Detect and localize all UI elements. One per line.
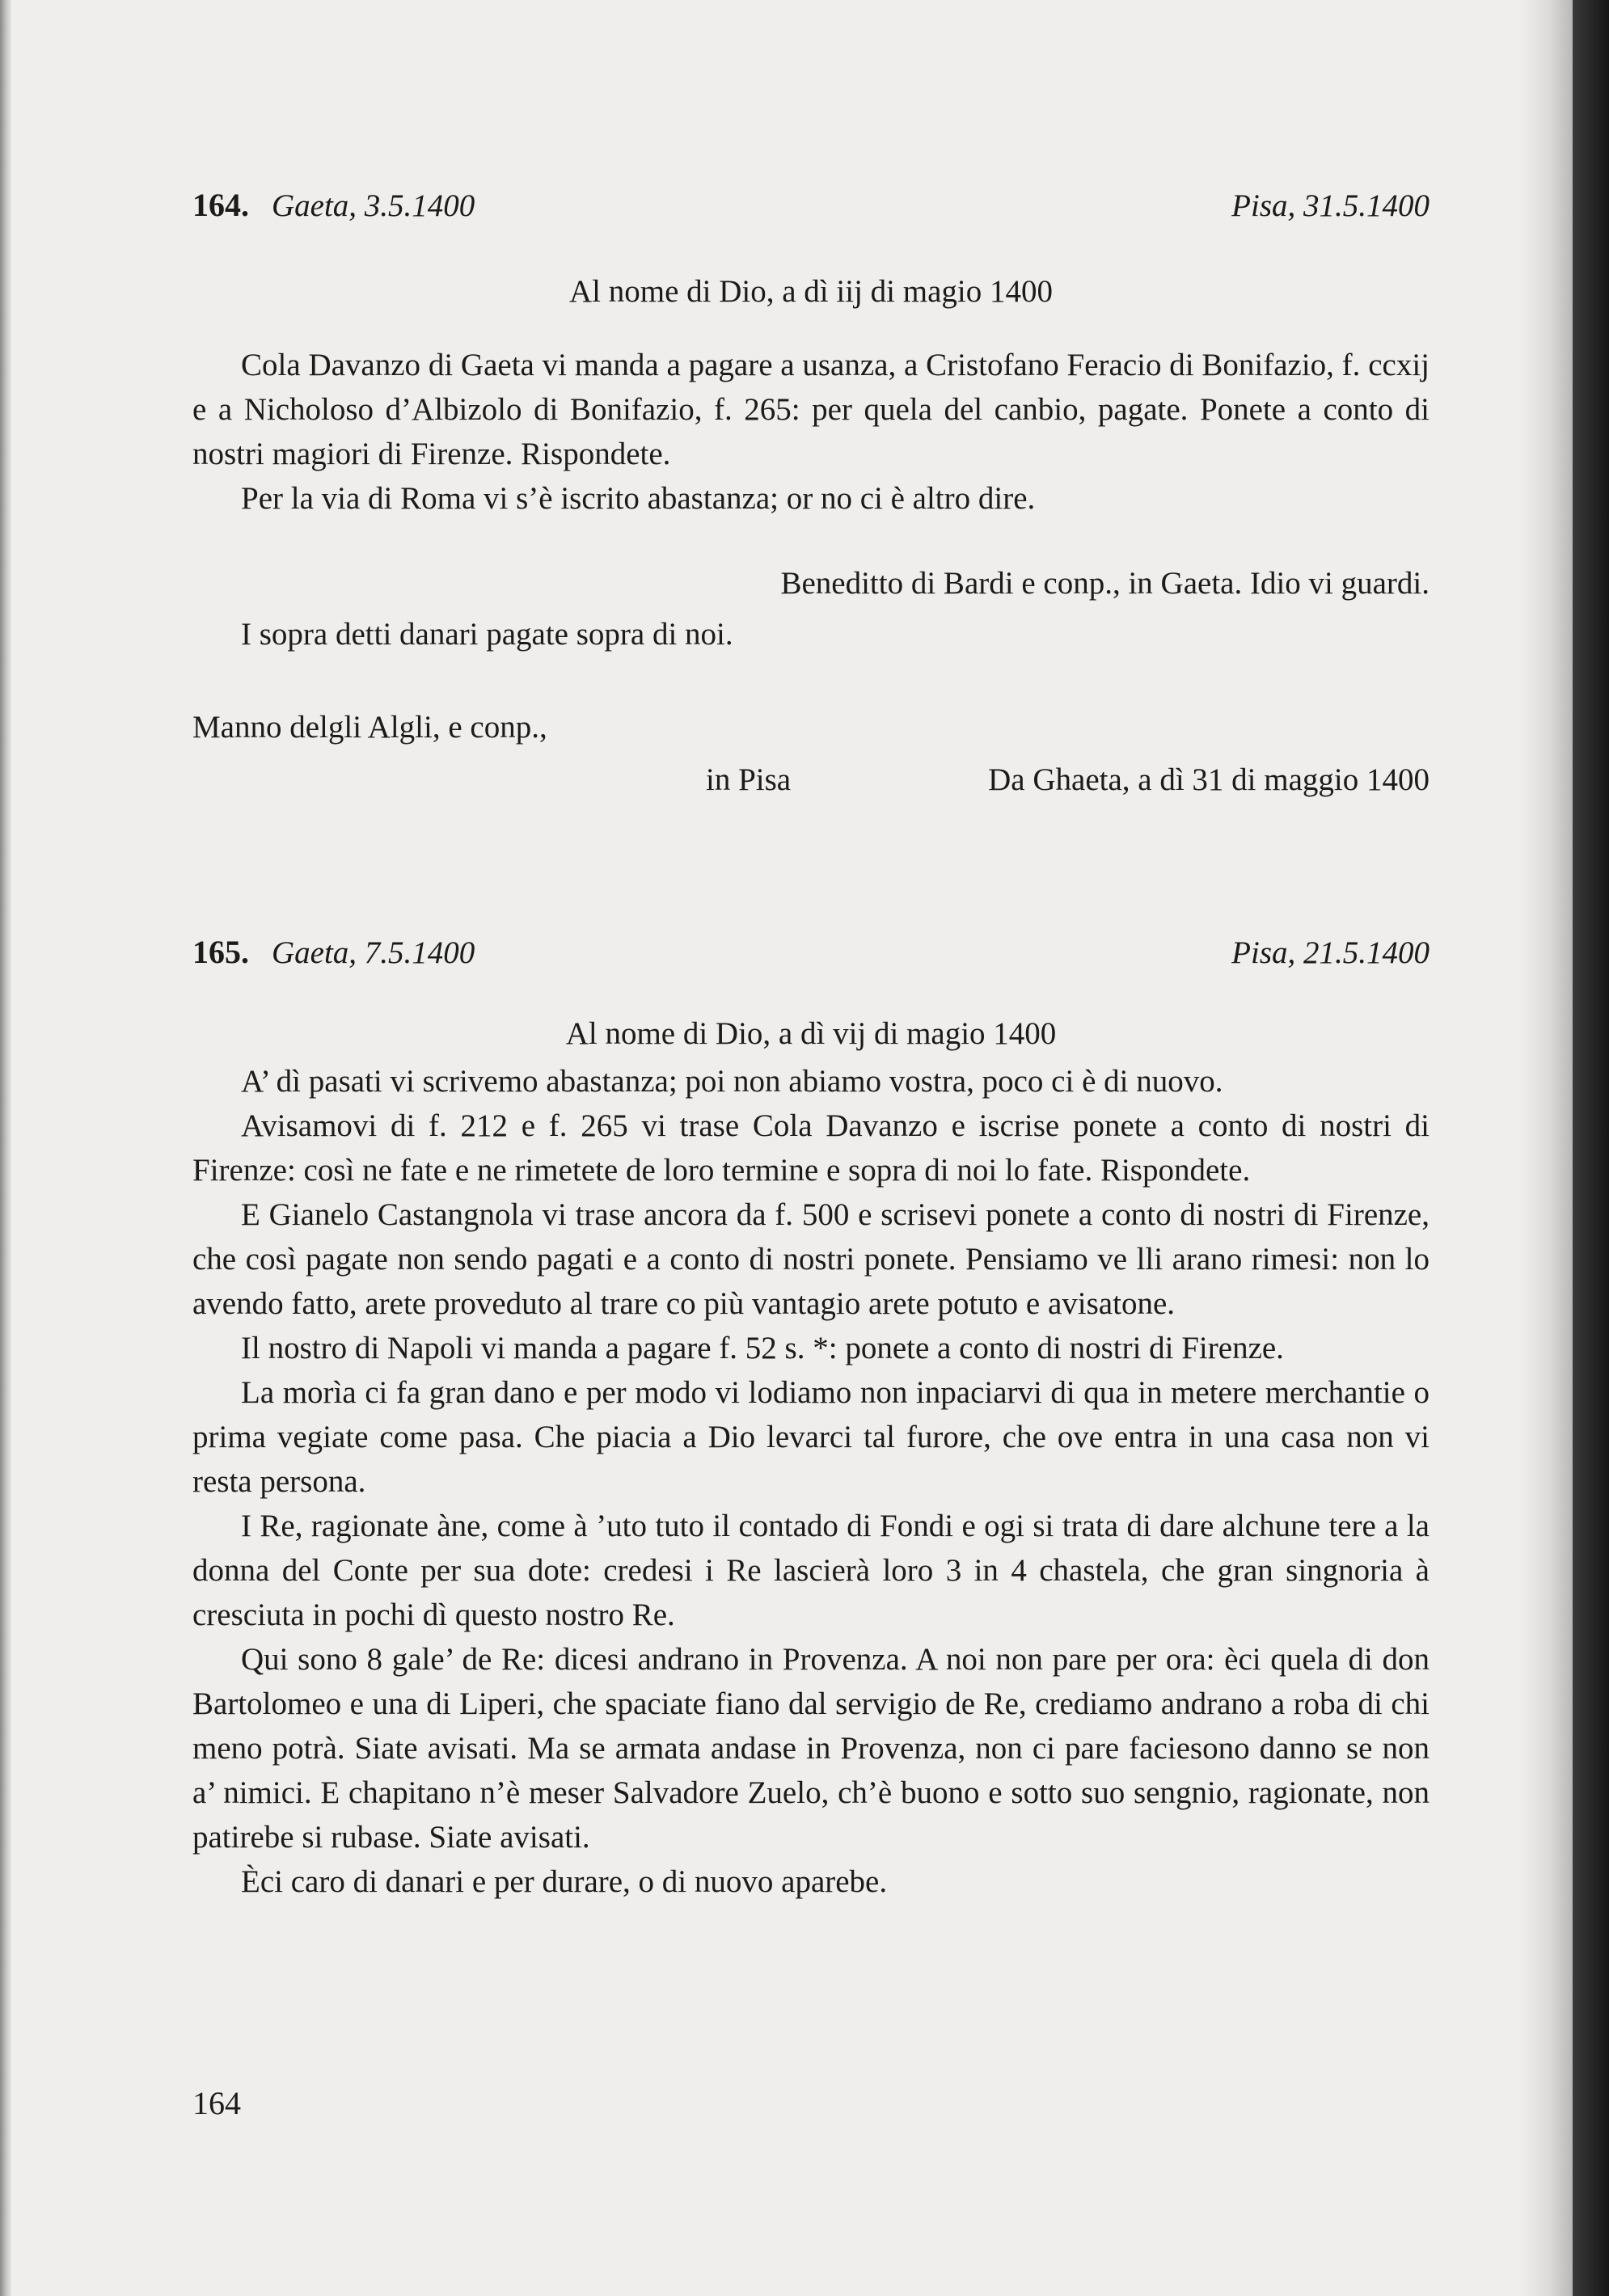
page-content	[192, 183, 1430, 1904]
letter-paragraph: Èci caro di danari e per durare, o di nuovo aparebe.	[241, 1864, 888, 1899]
spacer	[192, 974, 1430, 1011]
spacer	[192, 314, 1430, 343]
letter-header-left	[192, 930, 475, 975]
spacer	[192, 227, 1430, 269]
letter-origin: Gaeta, 7.5.1400	[272, 935, 475, 970]
letter-paragraph: La morìa ci fa gran dano e per modo vi lodiamo non inpaciarvi di qua in metere merchantie o prima vegiate come pasa. Che piacia a Dio levarci tal furore, che ove entra in una casa non vi resta persona.	[192, 1375, 1430, 1499]
spacer	[192, 521, 1430, 561]
letter-dating: Da Ghaeta, a dì 31 di maggio 1400	[988, 762, 1430, 797]
letter-paragraph: A’ dì pasati vi scrivemo abastanza; poi non abiamo vostra, poco ci è di nuovo.	[241, 1064, 1223, 1099]
page-number: 164	[192, 2085, 241, 2121]
page-edge-curl	[1520, 0, 1573, 2296]
letter-origin: Gaeta, 3.5.1400	[272, 188, 475, 223]
letter-header	[192, 183, 1430, 227]
letter-address-row	[192, 758, 1430, 802]
letter-header	[192, 930, 1430, 974]
letter-number: 164.	[192, 187, 249, 223]
letter-address: Manno delgli Algli, e conp.,	[192, 710, 547, 745]
page-binding-shadow	[0, 0, 11, 2296]
letter-number: 165.	[192, 934, 249, 970]
letter-164	[192, 183, 1430, 802]
letter-paragraph: I Re, ragionate àne, come à ’uto tuto il contado di Fondi e ogi si trata di dare alchune tere a la donna del Conte per sua dote: credesi i Re lascierà loro 3 in 4 chastela, che gran singnoria à cresciuta in pochi dì questo nostro Re.	[192, 1509, 1430, 1632]
spacer	[192, 606, 1430, 612]
letter-destination: Pisa, 31.5.1400	[1231, 188, 1430, 223]
spacer	[192, 656, 1430, 705]
letter-165	[192, 930, 1430, 1904]
letter-invocation: Al nome di Dio, a dì iij di magio 1400	[569, 274, 1053, 309]
letter-destination: Pisa, 21.5.1400	[1231, 935, 1430, 970]
letter-paragraph: Per la via di Roma vi s’è iscrito abastanza; or no ci è altro dire.	[241, 481, 1036, 516]
spacer	[192, 749, 1430, 758]
letter-address-place: in Pisa	[706, 762, 792, 797]
spacer	[192, 802, 1430, 930]
letter-header-left	[192, 183, 475, 228]
letter-paragraph: Cola Davanzo di Gaeta vi manda a pagare a usanza, a Cristofano Feracio di Bonifazio, f. ccxij e a Nicholoso d’Albizolo di Bonifazio, f. 265: per quela del canbio, pagate. Ponete a conto di nostri magiori di Firenze. Rispondete.	[192, 348, 1430, 471]
book-spine	[1573, 0, 1609, 2296]
letter-paragraph: Il nostro di Napoli vi manda a pagare f. 52 s. *: ponete a conto di nostri di Firenze.	[241, 1331, 1284, 1365]
letter-signature: Beneditto di Bardi e conp., in Gaeta. Idio vi guardi.	[780, 566, 1430, 601]
letter-paragraph: E Gianelo Castangnola vi trase ancora da f. 500 e scrisevi ponete a conto di nostri di Firenze, che così pagate non sendo pagati e a conto di nostri ponete. Pensiamo ve lli arano rimesi: non lo avendo fatto, arete proveduto al trare co più vantagio arete potuto e avisatone.	[192, 1197, 1430, 1321]
letter-invocation: Al nome di Dio, a dì vij di magio 1400	[565, 1016, 1057, 1051]
letter-note: I sopra detti danari pagate sopra di noi.	[241, 617, 733, 652]
letter-paragraph: Avisamovi di f. 212 e f. 265 vi trase Cola Davanzo e iscrise ponete a conto di nostri di Firenze: così ne fate e ne rimetete de loro termine e sopra di noi lo fate. Rispondete.	[192, 1108, 1430, 1188]
letter-paragraph: Qui sono 8 gale’ de Re: dicesi andrano in Provenza. A noi non pare per ora: èci quela di don Bartolomeo e una di Liperi, che spaciate fiano dal servigio de Re, crediamo andrano a roba di chi meno potrà. Siate avisati. Ma se armata andase in Provenza, non ci pare faciesono danno se non a’ nimici. E chapitano n’è meser Salvadore Zuelo, ch’è buono e sotto suo sengnio, ragionate, non patirebe si rubase. Siate avisati.	[192, 1642, 1430, 1855]
